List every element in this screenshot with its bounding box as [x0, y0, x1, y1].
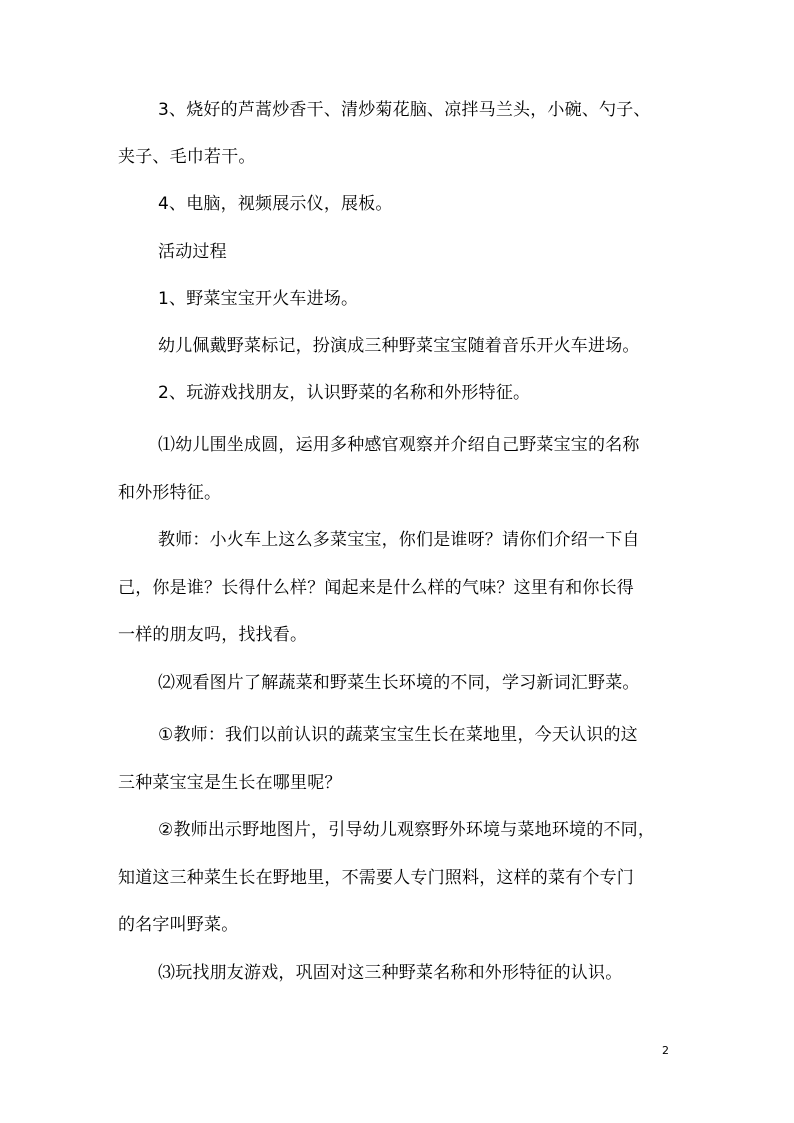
page-number: 2 — [662, 1044, 669, 1057]
text-line: ①教师：我们以前认识的蔬菜宝宝生长在菜地里，今天认识的这 — [158, 725, 638, 745]
text-line: 幼儿佩戴野菜标记，扮演成三种野菜宝宝随着音乐开火车进场。 — [158, 336, 640, 356]
text-line: 的名字叫野菜。 — [118, 915, 239, 935]
text-line: 2、玩游戏找朋友，认识野菜的名称和外形特征。 — [158, 383, 531, 403]
text-line: 三种菜宝宝是生长在哪里呢？ — [118, 773, 342, 793]
text-line: 知道这三种菜生长在野地里，不需要人专门照料，这样的菜有个专门 — [118, 868, 634, 888]
section-heading: 活动过程 — [158, 242, 227, 262]
text-line: 和外形特征。 — [118, 483, 222, 503]
text-line: 3、烧好的芦蒿炒香干、清炒菊花脑、凉拌马兰头，小碗、勺子、 — [158, 100, 651, 120]
text-line: 夹子、毛巾若干。 — [118, 147, 256, 167]
text-line: 1、野菜宝宝开火车进场。 — [158, 289, 359, 309]
text-line: 己，你是谁？长得什么样？闻起来是什么样的气味？这里有和你长得 — [118, 578, 634, 598]
text-line: ⑶玩找朋友游戏，巩固对这三种野菜名称和外形特征的认识。 — [158, 963, 623, 983]
text-line: 教师：小火车上这么多菜宝宝，你们是谁呀？请你们介绍一下自 — [158, 530, 640, 550]
text-line: ②教师出示野地图片，引导幼儿观察野外环境与菜地环境的不同， — [158, 820, 656, 840]
text-line: 4、电脑，视频展示仪，展板。 — [158, 194, 393, 214]
text-line: 一样的朋友吗，找找看。 — [118, 625, 308, 645]
text-line: ⑵观看图片了解蔬菜和野菜生长环境的不同，学习新词汇野菜。 — [158, 673, 640, 693]
text-line: ⑴幼儿围坐成圆，运用多种感官观察并介绍自己野菜宝宝的名称 — [158, 435, 640, 455]
